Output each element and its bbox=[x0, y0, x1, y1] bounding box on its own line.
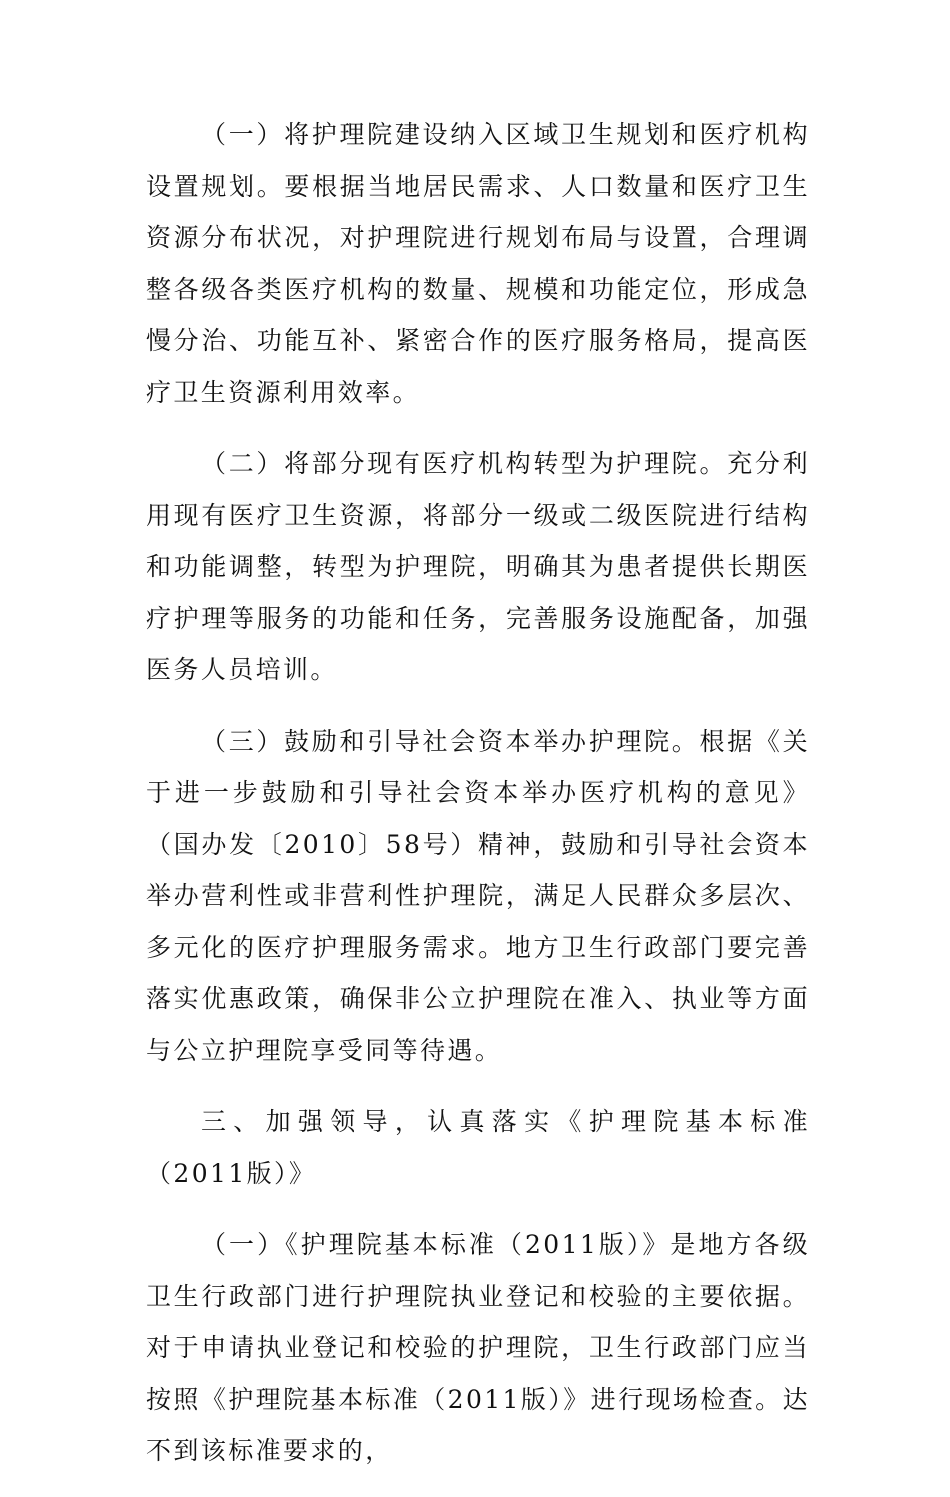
document-body bbox=[146, 109, 810, 1497]
paragraph-social-capital: （三）鼓励和引导社会资本举办护理院。根据《关于进一步鼓励和引导社会资本举办医疗机构的意见》（国办发〔2010〕58号）精神，鼓励和引导社会资本举办营利性或非营利性护理院，满足人民群众多层次、多元化的医疗护理服务需求。地方卫生行政部门要完善落实优惠政策，确保非公立护理院在准入、执业等方面与公立护理院享受同等待遇。 bbox=[146, 726, 810, 1065]
paragraph-planning: （一）将护理院建设纳入区域卫生规划和医疗机构设置规划。要根据当地居民需求、人口数量和医疗卫生资源分布状况，对护理院进行规划布局与设置，合理调整各级各类医疗机构的数量、规模和功能定位，形成急慢分治、功能互补、紧密合作的医疗服务格局，提高医疗卫生资源利用效率。 bbox=[146, 120, 810, 407]
paragraph-transformation: （二）将部分现有医疗机构转型为护理院。充分利用现有医疗卫生资源，将部分一级或二级医院进行结构和功能调整，转型为护理院，明确其为患者提供长期医疗护理等服务的功能和任务，完善服务设施配备，加强医务人员培训。 bbox=[146, 449, 810, 684]
section-heading-leadership: 三、加强领导，认真落实《护理院基本标准（2011版）》 bbox=[146, 1107, 810, 1188]
paragraph-standard: （一）《护理院基本标准（2011版）》是地方各级卫生行政部门进行护理院执业登记和校验的主要依据。对于申请执业登记和校验的护理院，卫生行政部门应当按照《护理院基本标准（2011版）》进行现场检查。达不到该标准要求的， bbox=[146, 1230, 810, 1465]
